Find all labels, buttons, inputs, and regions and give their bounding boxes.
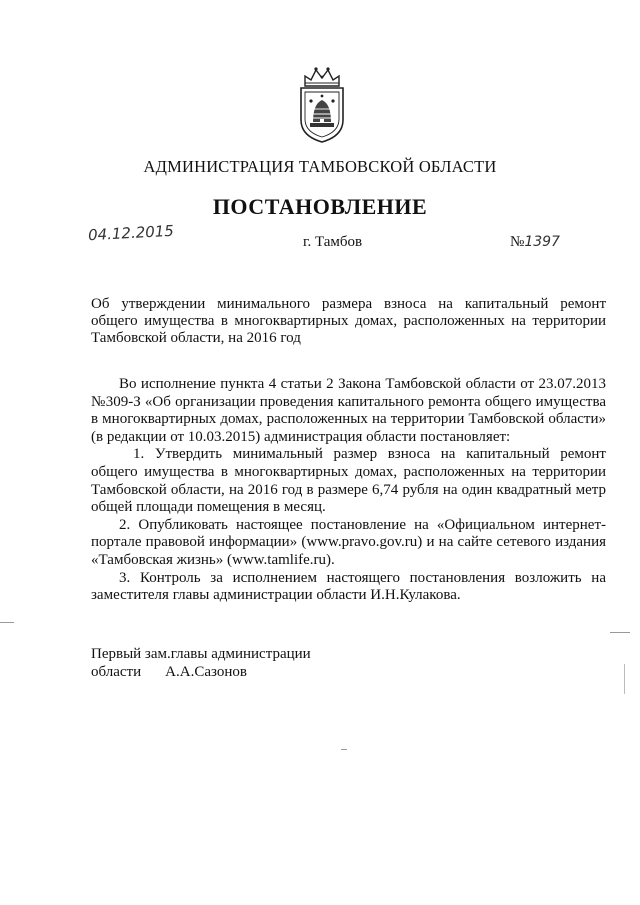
item-2-paragraph: 2. Опубликовать настоящее постановление на «Официальном интернет-портале правовой информации» (www.pravo.gov.ru) и на сайте сетевого издания «Тамбовская жизнь» (www.tamlife.ru). <box>91 516 606 568</box>
document-number <box>510 234 560 251</box>
document-body <box>91 376 606 605</box>
signatory-line <box>91 664 311 682</box>
subject-line: Тамбовской области, на 2016 год <box>91 330 301 346</box>
city: г. Тамбов <box>303 234 363 250</box>
subject-line: общего имущества в многоквартирных домах, расположенных на территории <box>91 313 606 329</box>
signatory-name: А.А.Сазонов <box>165 663 247 680</box>
number-prefix: № <box>510 234 525 250</box>
organization-title: АДМИНИСТРАЦИЯ ТАМБОВСКОЙ ОБЛАСТИ <box>143 157 497 176</box>
scan-mark <box>0 622 14 623</box>
document-type: ПОСТАНОВЛЕНИЕ <box>212 194 428 219</box>
coat-of-arms-icon <box>297 64 347 144</box>
signatory-position-2: области <box>91 663 142 680</box>
item-3-paragraph: 3. Контроль за исполнением настоящего постановления возложить на заместителя главы администрации области И.Н.Кулакова. <box>91 569 606 604</box>
scan-mark <box>624 664 625 694</box>
item-1-paragraph: 1. Утвердить минимальный размер взноса на капитальный ремонт общего имущества в многоквартирных домах, расположенных на территории Тамбовской области, на 2016 год в размере 6,74 рубля на один квадратный метр общей площади помещения в месяц. <box>91 446 606 516</box>
subject-block <box>91 296 606 347</box>
scan-mark <box>610 632 630 633</box>
handwritten-date: 04.12.2015 <box>87 221 175 245</box>
subject-line: Об утверждении минимального размера взноса на капитальный ремонт <box>91 296 606 312</box>
signature-block <box>91 646 311 681</box>
preamble-paragraph: Во исполнение пункта 4 статьи 2 Закона Тамбовской области от 23.07.2013 №309-З «Об организации проведения капитального ремонта общего имущества в многоквартирных домах, расположенных на территории Тамбовской области» (в редакции от 10.03.2015) администрация области постановляет: <box>91 376 606 445</box>
scan-mark <box>341 749 347 750</box>
signatory-position: Первый зам.главы администрации <box>91 646 311 662</box>
handwritten-number: 1397 <box>524 234 560 250</box>
